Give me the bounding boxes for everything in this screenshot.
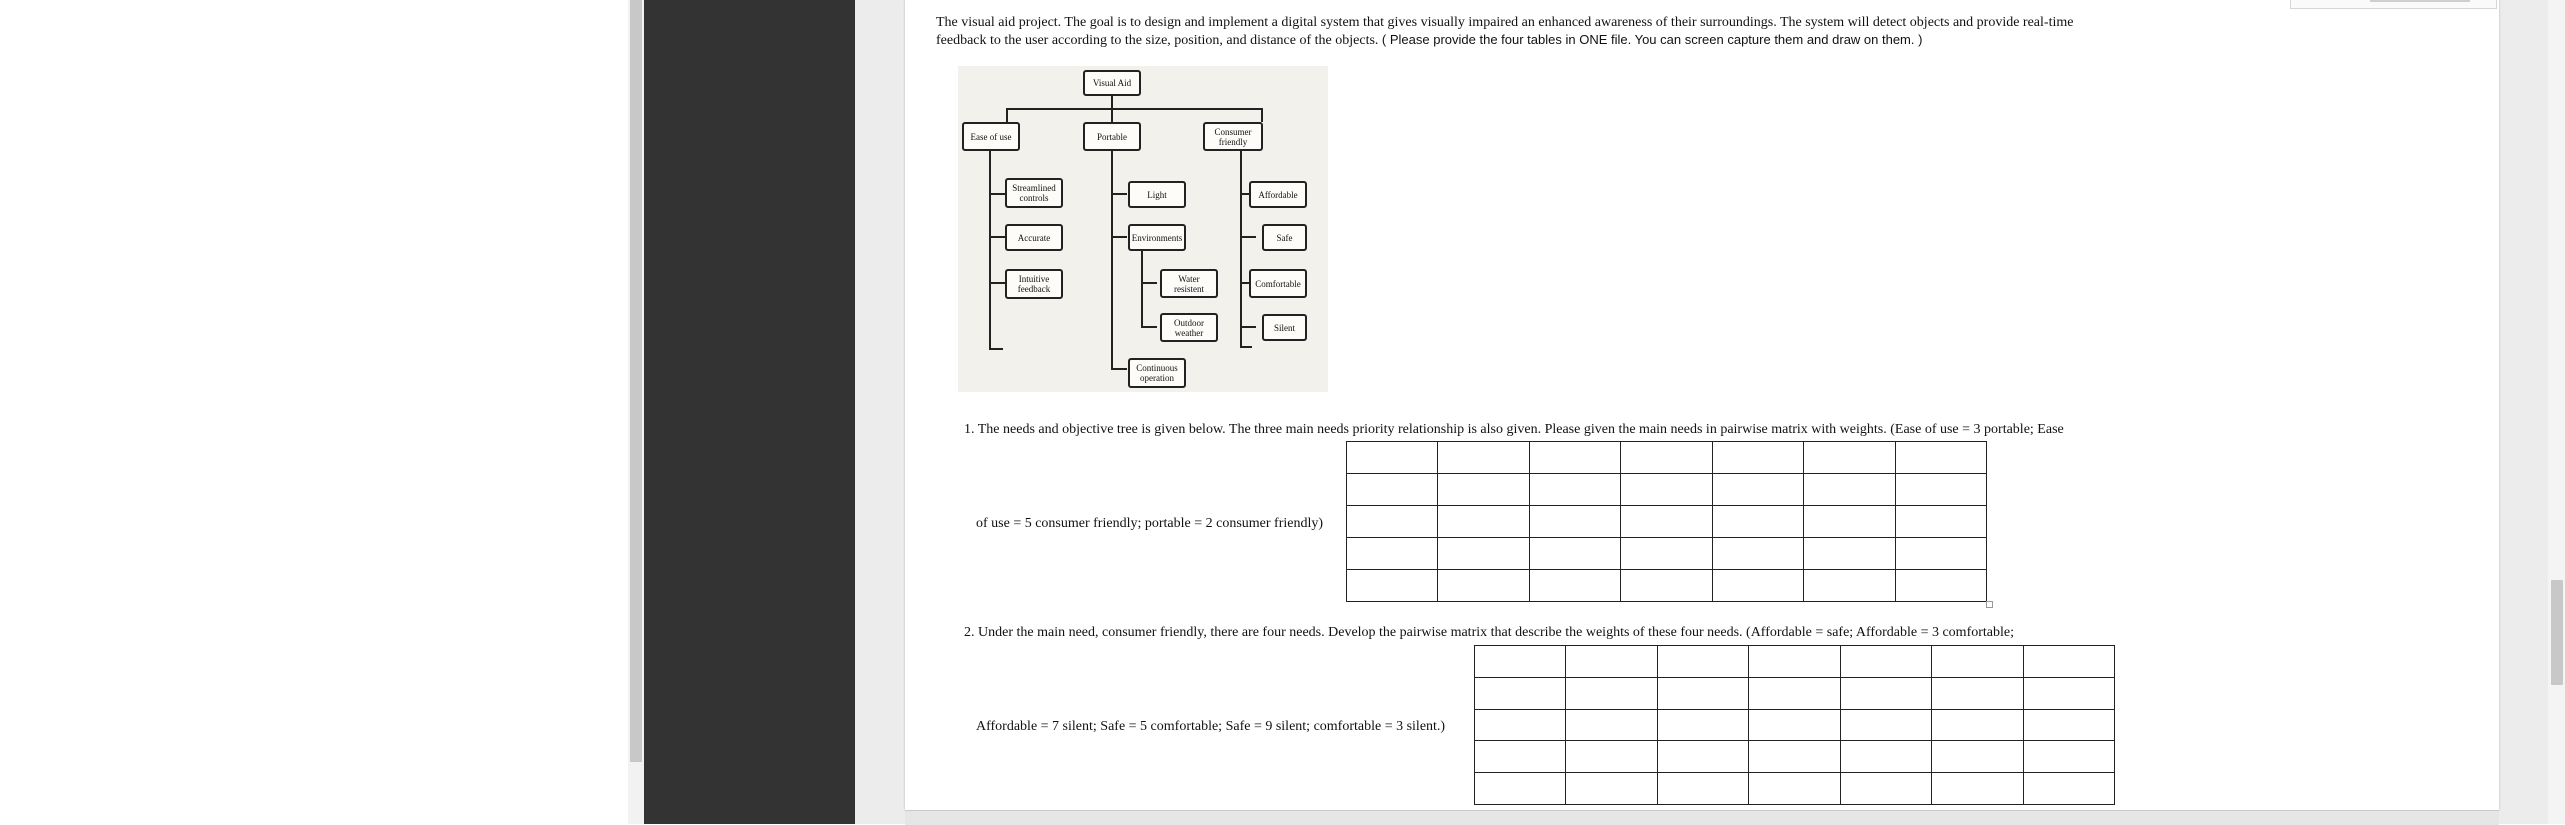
- tree-connector: [1111, 193, 1127, 195]
- tree-connector: [1111, 236, 1127, 238]
- tree-node-silent: Silent: [1262, 314, 1307, 341]
- objective-tree-image[interactable]: [958, 66, 1328, 392]
- tree-connector: [1111, 150, 1113, 370]
- dark-side-panel: [644, 0, 855, 824]
- left-blank-pane: [0, 0, 628, 824]
- tree-node-intuitive-feedback: Intuitive feedback: [1005, 269, 1063, 299]
- tree-node-streamlined-controls: Streamlined controls: [1005, 178, 1063, 208]
- intro-line-2-note: ( Please provide the four tables in ONE file. You can screen capture them and draw on them. ): [1381, 32, 1923, 47]
- tree-connector: [989, 348, 1003, 350]
- tree-connector: [1141, 282, 1157, 284]
- tree-connector: [1111, 368, 1127, 370]
- tree-node-safe: Safe: [1262, 224, 1307, 251]
- tree-connector: [1261, 108, 1263, 122]
- tree-node-visual-aid: Visual Aid: [1083, 70, 1141, 96]
- question-2-line-1: 2. Under the main need, consumer friendly, there are four needs. Develop the pairwise matrix that describe the weights of these four needs. (Affordable = safe; Affordable = 3 comfortable;: [964, 625, 2014, 640]
- intro-line-2-text: feedback to the user according to the size, position, and distance of the objects.: [936, 33, 1382, 48]
- tree-connector: [989, 150, 991, 350]
- page-gap: [905, 810, 2499, 825]
- tree-node-portable: Portable: [1083, 122, 1141, 151]
- right-scrollbar-track[interactable]: [2548, 0, 2565, 824]
- question-2-matrix-table[interactable]: [1474, 645, 2115, 805]
- tree-node-water-resistent: Water resistent: [1160, 269, 1218, 298]
- tree-connector: [1240, 326, 1256, 328]
- table-resize-handle[interactable]: [1986, 601, 1993, 608]
- tree-node-outdoor-weather: Outdoor weather: [1160, 313, 1218, 342]
- floating-toolbar-bar: [2370, 0, 2470, 2]
- tree-connector: [1141, 326, 1157, 328]
- intro-line-1: The visual aid project. The goal is to design and implement a digital system that gives visually impaired an enhanced awareness of their surroundings. The system will detect objects and provide real-time: [936, 15, 2074, 30]
- tree-node-comfortable: Comfortable: [1249, 269, 1307, 298]
- question-1-line-1: 1. The needs and objective tree is given below. The three main needs priority relationship is also given. Please given the main needs in pairwise matrix with weights. (Ease of use = 3 portable; Ease: [964, 422, 2064, 437]
- tree-connector: [1006, 108, 1008, 122]
- tree-node-environments: Environments: [1128, 224, 1186, 251]
- question-1-matrix-table[interactable]: [1346, 441, 1987, 602]
- left-scrollbar-thumb[interactable]: [630, 0, 642, 762]
- tree-connector: [1111, 108, 1113, 122]
- right-scrollbar-thumb[interactable]: [2551, 580, 2563, 685]
- tree-connector: [1111, 95, 1113, 109]
- tree-connector: [1006, 108, 1263, 110]
- tree-node-consumer-friendly: Consumer friendly: [1203, 122, 1263, 151]
- tree-node-continuous-operation: Continuous operation: [1128, 358, 1186, 388]
- question-2-line-2: Affordable = 7 silent; Safe = 5 comfortable; Safe = 9 silent; comfortable = 3 silent.): [976, 719, 1446, 734]
- intro-line-2: [936, 31, 1922, 49]
- tree-node-affordable: Affordable: [1249, 181, 1307, 208]
- tree-node-light: Light: [1128, 181, 1186, 208]
- tree-node-ease-of-use: Ease of use: [962, 122, 1020, 151]
- tree-connector: [1141, 246, 1143, 328]
- tree-node-accurate: Accurate: [1005, 224, 1063, 251]
- question-1-line-2: of use = 5 consumer friendly; portable = 2 consumer friendly): [976, 516, 1324, 531]
- tree-connector: [1240, 346, 1252, 348]
- tree-connector: [1240, 150, 1242, 348]
- tree-connector: [1240, 236, 1256, 238]
